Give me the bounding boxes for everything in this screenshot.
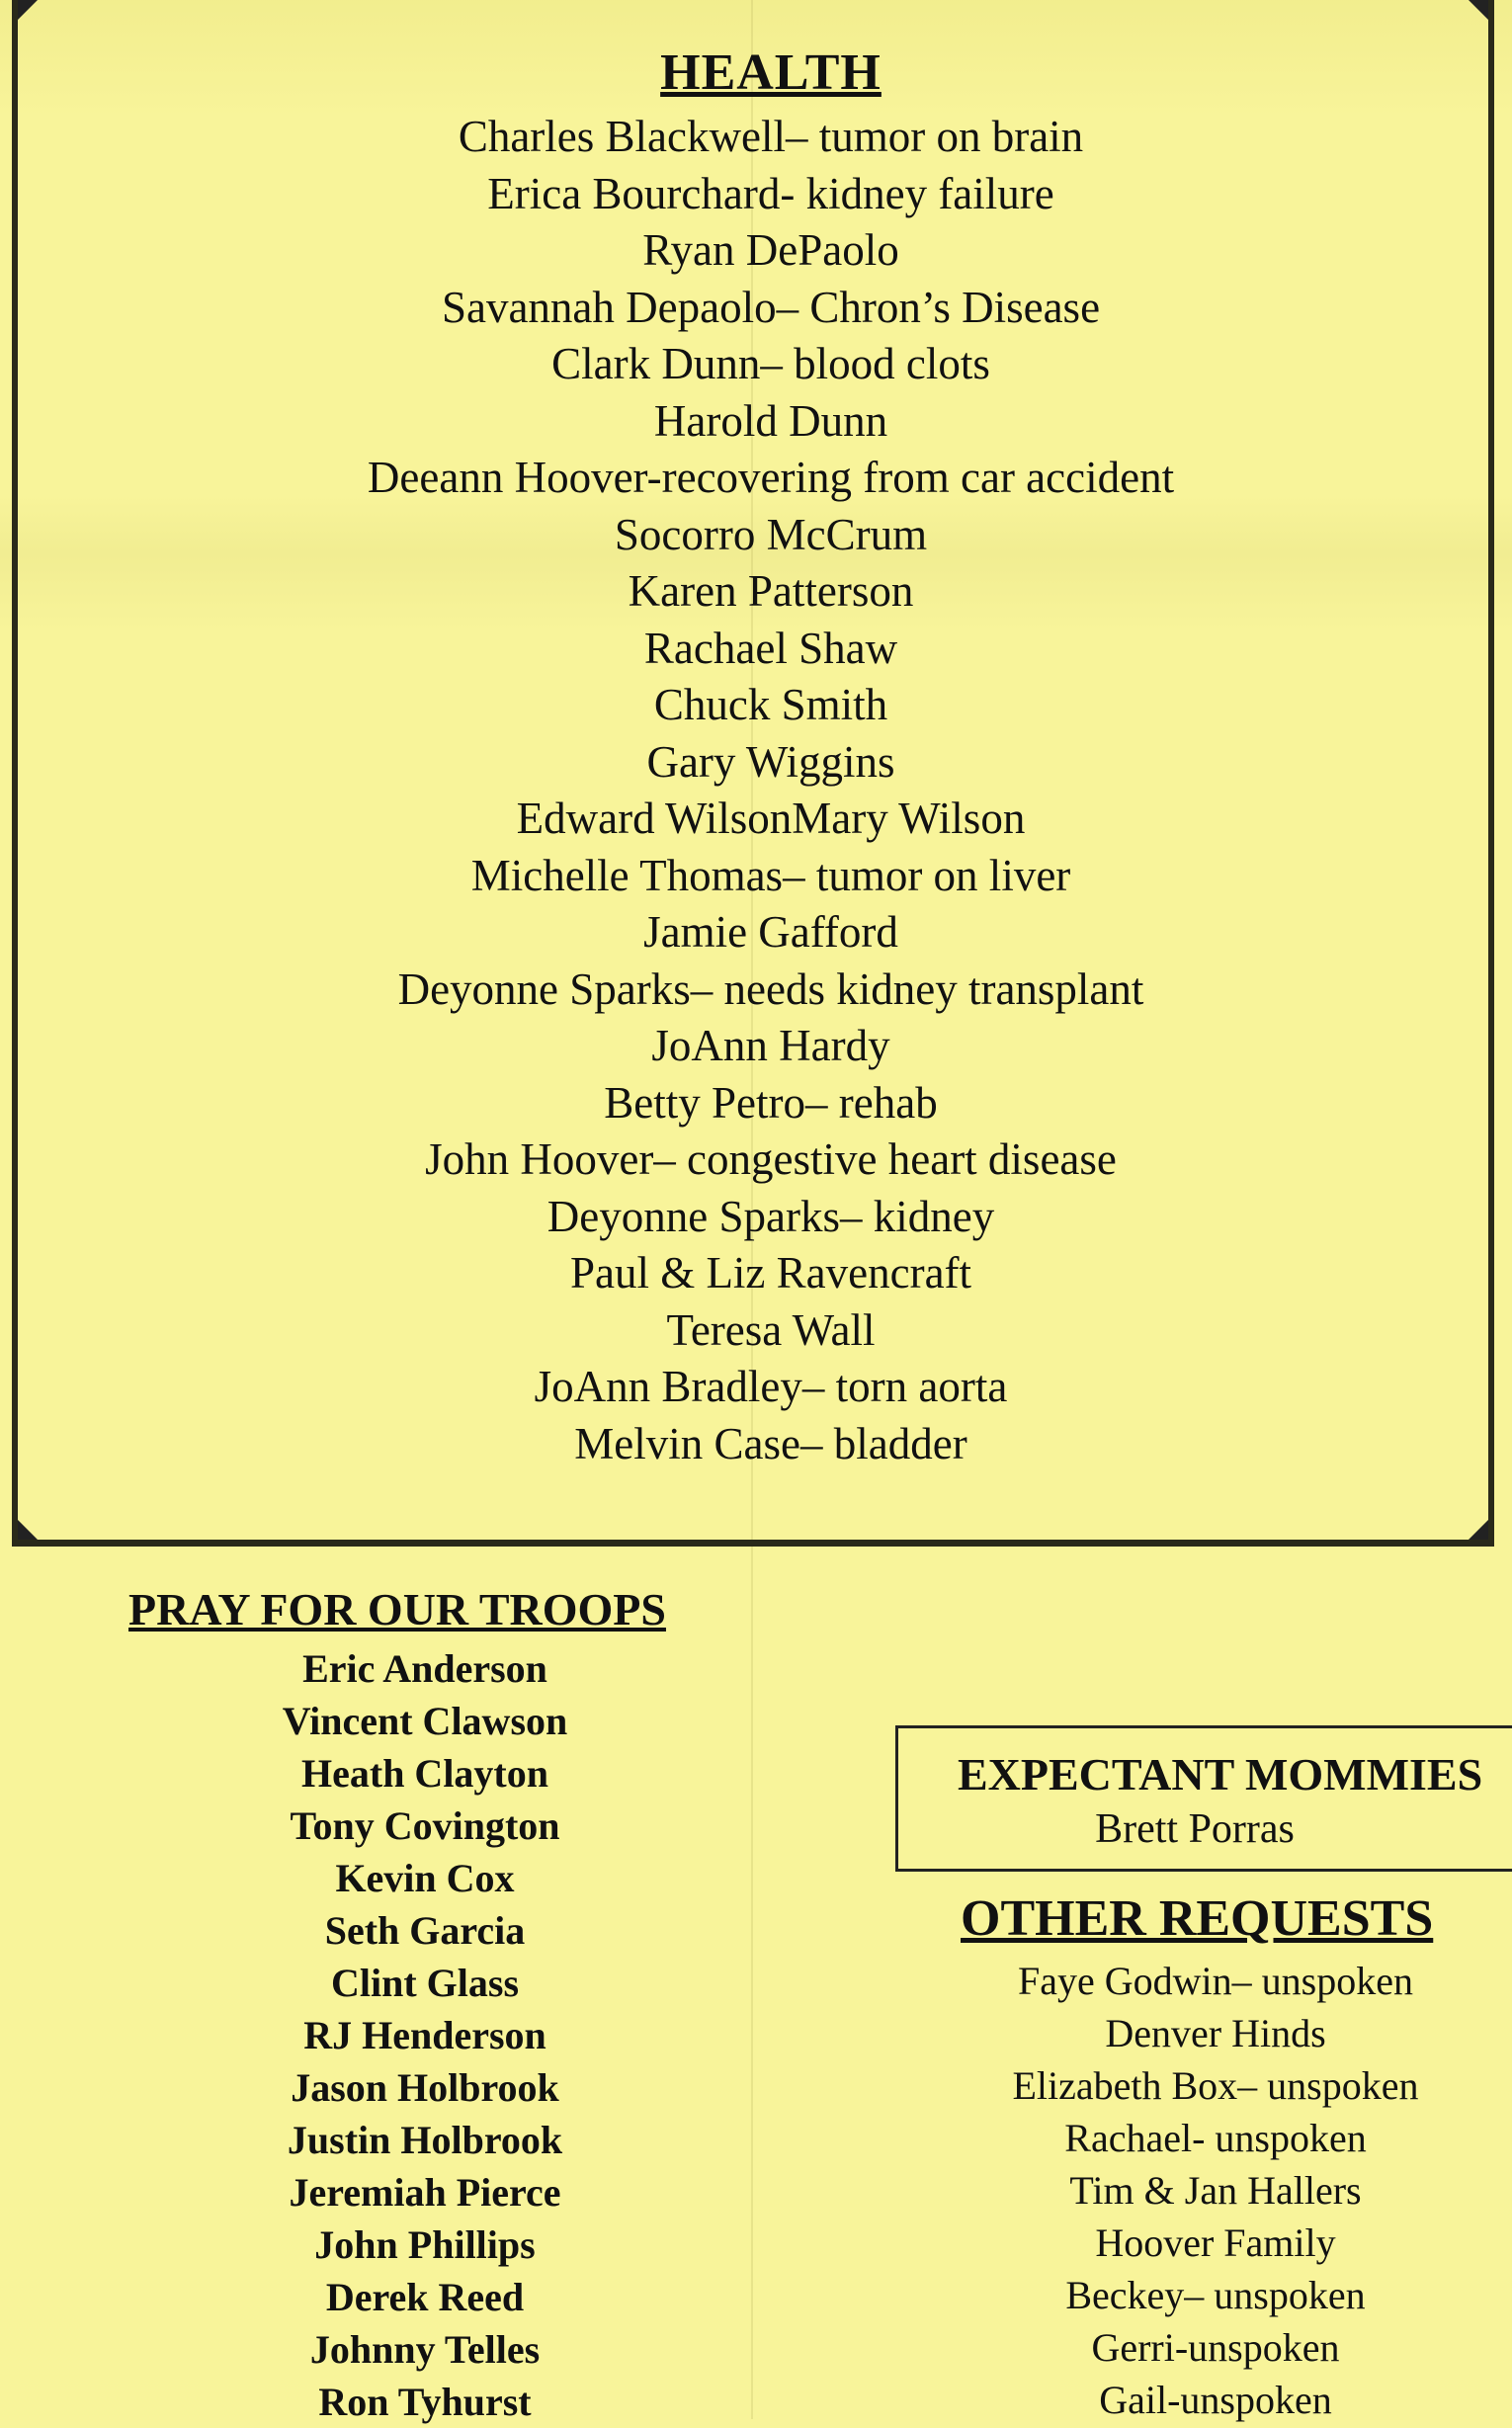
corner-ornament	[18, 1520, 38, 1540]
corner-ornament	[1469, 0, 1488, 20]
list-item: Teresa Wall	[666, 1304, 876, 1355]
other-requests-heading: OTHER REQUESTS	[961, 1890, 1434, 1947]
list-item: Jamie Gafford	[643, 907, 898, 957]
list-item: John Hoover– congestive heart disease	[425, 1134, 1117, 1184]
list-item: Faye Godwin– unspoken	[1018, 1959, 1413, 2003]
list-item: Deyonne Sparks– kidney	[546, 1191, 995, 1241]
list-item: Justin Holbrook	[287, 2118, 563, 2162]
list-item: Socorro McCrum	[614, 509, 928, 559]
list-item: Erica Bourchard- kidney failure	[487, 168, 1054, 218]
list-item: Tony Covington	[290, 1803, 560, 1848]
list-item: Karen Patterson	[628, 566, 914, 616]
list-item: Chuck Smith	[653, 680, 888, 729]
list-item: Johnny Telles	[309, 2327, 541, 2372]
list-item: Clint Glass	[330, 1961, 520, 2005]
list-item: Savannah Depaolo– Chron’s Disease	[441, 282, 1101, 332]
list-item: Tim & Jan Hallers	[1069, 2168, 1362, 2213]
list-item: Gary Wiggins	[646, 736, 895, 787]
list-item: Betty Petro– rehab	[604, 1077, 938, 1128]
other-requests-list	[919, 1955, 1512, 2426]
list-item: Derek Reed	[325, 2275, 525, 2319]
list-item: Rachael Shaw	[643, 623, 898, 673]
list-item: Harold Dunn	[653, 395, 888, 446]
corner-ornament	[1469, 1520, 1488, 1540]
list-item: Vincent Clawson	[282, 1699, 568, 1743]
list-item: Denver Hinds	[1105, 2011, 1326, 2055]
list-item: Jason Holbrook	[291, 2065, 559, 2110]
list-item: Gerri-unspoken	[1091, 2325, 1340, 2370]
list-item: Paul & Liz Ravencraft	[569, 1248, 972, 1298]
list-item: Kevin Cox	[335, 1856, 515, 1900]
list-item: Seth Garcia	[324, 1908, 526, 1953]
list-item: Jeremiah Pierce	[289, 2170, 561, 2215]
list-item: Deyonne Sparks– needs kidney transplant	[397, 963, 1144, 1014]
list-item: Beckey– unspoken	[1065, 2273, 1366, 2317]
list-item: Melvin Case– bladder	[574, 1418, 967, 1468]
list-item: Gail-unspoken	[1099, 2378, 1332, 2422]
expectant-mommies-box	[895, 1725, 1512, 1872]
list-item: RJ Henderson	[303, 2013, 546, 2057]
list-item: Edward WilsonMary Wilson	[516, 794, 1026, 843]
list-item: Charles Blackwell– tumor on brain	[458, 112, 1084, 161]
list-item: Eric Anderson	[302, 1646, 547, 1691]
list-item: John Phillips	[314, 2222, 536, 2267]
health-heading: HEALTH	[660, 44, 882, 101]
list-item: Elizabeth Box– unspoken	[1012, 2063, 1419, 2108]
list-item: JoAnn Hardy	[651, 1021, 890, 1070]
health-list	[0, 109, 1512, 1472]
list-item: Rachael- unspoken	[1064, 2116, 1367, 2160]
list-item: Clark Dunn– blood clots	[551, 339, 990, 388]
list-item: Ryan DePaolo	[642, 225, 899, 275]
list-item: Ron Tyhurst	[318, 2380, 532, 2424]
troops-heading: PRAY FOR OUR TROOPS	[128, 1584, 666, 1634]
list-item: Deeann Hoover-recovering from car accident	[367, 453, 1175, 502]
list-item: JoAnn Bradley– torn aorta	[534, 1362, 1008, 1411]
corner-ornament	[18, 0, 38, 20]
list-item: Heath Clayton	[301, 1751, 548, 1796]
troops-list	[128, 1642, 721, 2428]
list-item: Hoover Family	[1095, 2220, 1336, 2265]
expectant-mommies-heading: EXPECTANT MOMMIES	[958, 1749, 1483, 1800]
expectant-mommies-name: Brett Porras	[1095, 1806, 1295, 1852]
list-item: Michelle Thomas– tumor on liver	[470, 850, 1071, 900]
